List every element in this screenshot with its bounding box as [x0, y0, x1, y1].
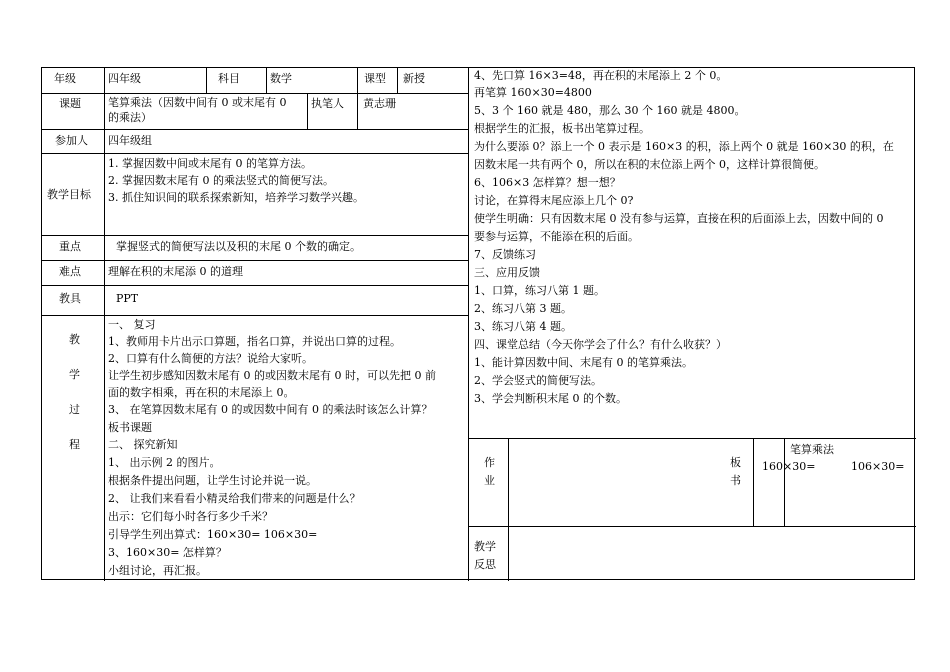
- process-label-char: 程: [69, 438, 80, 451]
- topic-label: 课题: [59, 97, 81, 110]
- subject-label: 科目: [218, 72, 240, 85]
- board-calc: 106×30=: [851, 460, 905, 473]
- right-line: 讨论，在算得末尾应添上几个 0?: [474, 194, 634, 207]
- difficulty-value: 理解在积的末尾添 0 的道理: [108, 265, 243, 278]
- topic-value-line2: 的乘法）: [108, 111, 152, 124]
- right-line: 四、课堂总结（今天你学会了什么？有什么收获？）: [474, 338, 727, 351]
- grade-label: 年级: [54, 72, 76, 85]
- right-line: 2、练习八第 3 题。: [474, 302, 572, 315]
- right-line: 要参与运算，不能添在积的后面。: [474, 230, 639, 243]
- grade-value: 四年级: [108, 72, 141, 85]
- right-line: 1、能计算因数中间、末尾有 0 的笔算乘法。: [474, 356, 693, 369]
- tools-value: PPT: [116, 292, 139, 305]
- process-line: 让学生初步感知因数末尾有 0 的或因数末尾有 0 时，可以先把 0 前: [108, 369, 436, 382]
- lesson-type-label: 课型: [364, 72, 386, 85]
- right-line: 5、3 个 160 就是 480，那么 30 个 160 就是 4800。: [474, 104, 746, 117]
- process-line: 2、 让我们来看看小精灵给我们带来的问题是什么？: [108, 492, 361, 505]
- process-label-char: 教: [69, 333, 80, 346]
- right-line: 3、学会判断积末尾 0 的个数。: [474, 392, 627, 405]
- key-value: 掌握竖式的简便写法以及积的末尾 0 个数的确定。: [116, 240, 361, 253]
- difficulty-label: 难点: [59, 265, 81, 278]
- right-line: 6、106×3 怎样算？想一想？: [474, 176, 621, 189]
- process-line: 根据条件提出问题，让学生讨论并说一说。: [108, 474, 317, 487]
- right-line: 为什么要添 0？添上一个 0 表示是 160×3 的积，添上两个 0 就是 160×30 的积，在: [474, 140, 894, 153]
- reflection-label: 反思: [474, 558, 496, 571]
- lesson-type-value: 新授: [403, 72, 425, 85]
- process-line: 一、 复习: [108, 318, 156, 331]
- right-line: 2、学会竖式的简便写法。: [474, 374, 602, 387]
- process-line: 3、 在笔算因数末尾有 0 的或因数中间有 0 的乘法时该怎么计算？: [108, 403, 433, 416]
- process-line: 2、口算有什么简便的方法？说给大家听。: [108, 352, 313, 365]
- goal-item: 3. 抓住知识间的联系探索新知，培养学习数学兴趣。: [108, 191, 364, 204]
- participants-value: 四年级组: [108, 134, 152, 147]
- homework-label-char: 作: [484, 456, 495, 469]
- reflection-label: 教学: [474, 540, 496, 553]
- process-line: 小组讨论，再汇报。: [108, 564, 207, 577]
- right-line: 三、应用反馈: [474, 266, 540, 279]
- process-line: 二、 探究新知: [108, 438, 178, 451]
- process-label-char: 过: [69, 403, 80, 416]
- subject-value: 数学: [270, 72, 292, 85]
- right-line: 使学生明确：只有因数末尾 0 没有参与运算，直接在积的后面添上去，因数中间的 0: [474, 212, 884, 225]
- right-line: 7、反馈练习: [474, 248, 536, 261]
- process-line: 1、 出示例 2 的图片。: [108, 456, 221, 469]
- goal-item: 1. 掌握因数中间或末尾有 0 的笔算方法。: [108, 157, 312, 170]
- right-line: 3、练习八第 4 题。: [474, 320, 572, 333]
- process-label-char: 学: [69, 368, 80, 381]
- right-line: 4、先口算 16×3=48，再在积的末尾添上 2 个 0。: [474, 69, 728, 82]
- board-title: 笔算乘法: [790, 443, 834, 456]
- topic-value-line1: 笔算乘法（因数中间有 0 或末尾有 0: [108, 96, 287, 109]
- right-line: 根据学生的汇报，板书出笔算过程。: [474, 122, 650, 135]
- process-line: 1、教师用卡片出示口算题，指名口算，并说出口算的过程。: [108, 335, 401, 348]
- goals-label: 教学目标: [47, 188, 91, 201]
- right-line: 1、口算，练习八第 1 题。: [474, 284, 605, 297]
- process-line: 面的数字相乘，再在积的末尾添上 0。: [108, 386, 295, 399]
- process-line: 出示：它们每小时各行多少千米？: [108, 510, 273, 523]
- process-line: 引导学生列出算式：160×30= 106×30=: [108, 528, 318, 541]
- right-line: 因数末尾一共有两个 0，所以在积的末位添上两个 0，这样计算很简便。: [474, 158, 825, 171]
- writer-value: 黄志珊: [363, 97, 396, 110]
- participants-label: 参加人: [55, 134, 88, 147]
- main-divider: [468, 68, 469, 581]
- homework-label-char: 业: [484, 474, 495, 487]
- process-line: 3、160×30= 怎样算？: [108, 546, 227, 559]
- board-label-char: 板: [730, 456, 741, 469]
- board-label-char: 书: [730, 474, 741, 487]
- process-line: 板书课题: [108, 421, 152, 434]
- key-label: 重点: [59, 240, 81, 253]
- tools-label: 教具: [59, 292, 81, 305]
- right-line: 再笔算 160×30=4800: [474, 86, 592, 99]
- goal-item: 2. 掌握因数末尾有 0 的乘法竖式的简便写法。: [108, 174, 334, 187]
- writer-label: 执笔人: [311, 97, 344, 110]
- board-calc: 160×30=: [762, 460, 816, 473]
